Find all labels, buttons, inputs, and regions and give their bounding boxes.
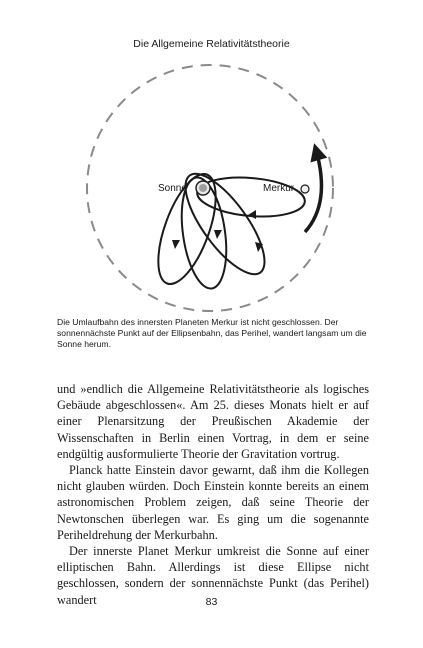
page-number: 83 <box>205 596 218 608</box>
sun <box>196 181 210 195</box>
label-sonne: Sonne <box>158 183 187 194</box>
paragraph-1: und »endlich die Allgemeine Relativitätstheorie als logisches Gebäude abgeschlossen«. Am 25. dieses Monats hielt er auf einer Plenarsitzung der Preußischen Akademie der Wissenschaften in Berlin einen Vortrag, in dem er seine endgültig ausformulierte Theorie der Gravitation vortrug. <box>57 382 369 461</box>
figure-caption: Die Umlaufbahn des innersten Planeten Merkur ist nicht geschlossen. Der sonnennächste Punkt auf der Ellipsenbahn, das Perihel, wandert langsam um die Sonne herum. <box>57 317 367 349</box>
running-header: Die Allgemeine Relativitätstheorie <box>133 38 290 50</box>
mercury-planet <box>301 185 309 193</box>
paragraph-3: Der innerste Planet Merkur umkreist die Sonne auf einer elliptischen Bahn. Allerdings ist diese Ellipse nicht geschlossen, sondern der sonnennächste Punkt (das Perihel) wandert <box>57 544 369 607</box>
paragraph-2: Planck hatte Einstein davor gewarnt, daß ihm die Kollegen nicht glauben würden. Doch Einstein konnte bereits an einem astronomischen Problem zeigen, daß seine Theorie der Newtonschen überlegen war. Es ging um die sogenannte Periheldrehung der Merkurbahn. <box>57 463 369 542</box>
body-text <box>57 381 369 608</box>
orbit-arrow-3 <box>214 230 222 239</box>
label-merkur: Merkur <box>263 183 295 194</box>
orbit-arrow-1 <box>248 210 256 219</box>
orbit-arrow-4 <box>172 240 180 249</box>
mercury-orbit-figure <box>0 0 423 320</box>
